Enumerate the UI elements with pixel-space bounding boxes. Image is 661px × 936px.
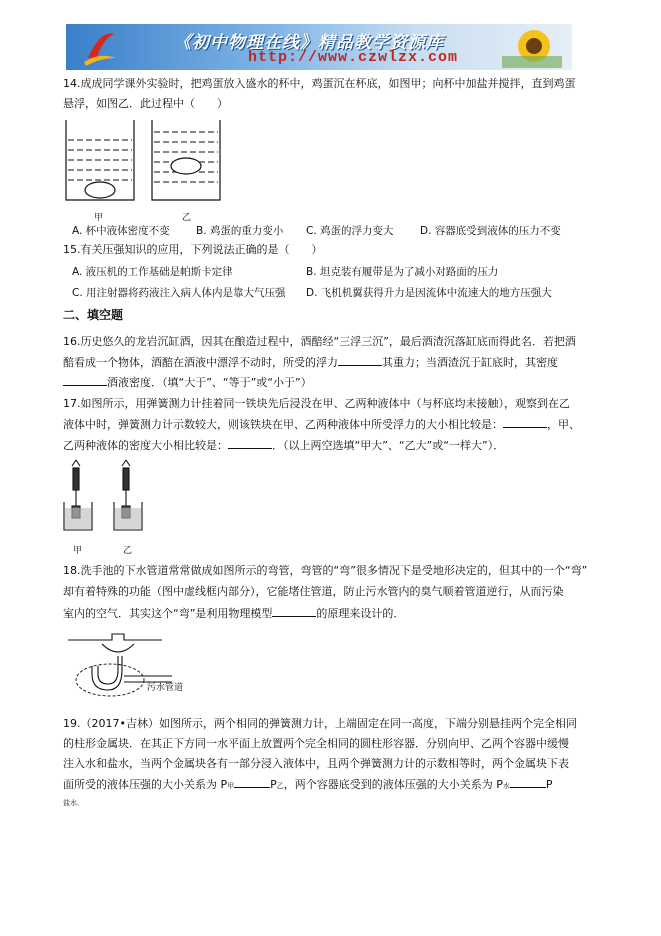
q14-fig-label-jia: 甲 <box>94 213 104 223</box>
q19-line3: 注入水和盐水，当两个金属块各有一部分浸入液体中，且两个弹簧测力计的示数相等时，两个金属块下表 <box>63 757 569 770</box>
q15-option-b: B. 坦克装有履带是为了减小对路面的压力 <box>306 266 499 278</box>
q14-option-a: A. 杯中液体密度不变 <box>72 225 170 237</box>
q19-sub-jia: 甲 <box>227 782 235 790</box>
q17-line2-part2: ，甲、 <box>547 418 580 431</box>
q14-line1: 14.成成同学课外实验时，把鸡蛋放入盛水的杯中，鸡蛋沉在杯底，如图甲；向杯中加盐并搅拌，直到鸡蛋 <box>63 77 576 90</box>
q18-line3-part1: 室内的空气．其实这个“弯”是利用物理模型 <box>63 607 273 620</box>
q16-line2-part1: 醅看成一个物体，酒醅在酒液中漂浮不动时，所受的浮力 <box>63 356 338 369</box>
q19-line4-part3: ，两个容器底受到的液体压强的大小关系为 P <box>283 778 503 791</box>
q14-fig-label-yi: 乙 <box>182 213 192 223</box>
q18-line2: 却有着特殊的功能（图中虚线框内部分），它能堵住管道，防止污水管内的臭气顺着管道逆行，从而污染 <box>63 585 564 598</box>
q16-line3 <box>63 374 312 391</box>
sink-drain-pipe-figure <box>62 630 212 702</box>
q15-line1: 15.有关压强知识的应用，下列说法正确的是（ ） <box>63 243 323 256</box>
q16-line2 <box>63 354 558 371</box>
q15-option-d: D. 飞机机翼获得升力是因流体中流速大的地方压强大 <box>306 287 552 299</box>
q19-line4 <box>63 776 553 794</box>
q15-option-a: A. 液压机的工作基础是帕斯卡定律 <box>72 266 233 278</box>
q16-line3-text: 酒液密度．（填“大于”、“等于”或“小于”） <box>107 376 312 389</box>
q18-line3 <box>63 605 404 622</box>
q16-line2-part2: 其重力；当酒渣沉于缸底时，其密度 <box>382 356 558 369</box>
q19-line2: 的柱形金属块．在其正下方同一水平面上放置两个完全相同的圆柱形容器．分别向甲、乙两个容器中缓慢 <box>63 737 569 750</box>
q19-blank-1[interactable] <box>234 776 270 788</box>
q17-line3-part1: 乙两种液体的密度大小相比较是： <box>63 439 228 452</box>
q17-blank-2[interactable] <box>228 437 272 449</box>
q19-line4-part4: P <box>545 778 553 791</box>
q17-line2 <box>63 416 580 433</box>
sunflower-icon <box>502 26 562 68</box>
q19-line5: 盐水． <box>63 799 84 807</box>
logo-icon <box>80 28 120 66</box>
header-banner <box>66 24 572 70</box>
q16-blank-2[interactable] <box>63 374 107 386</box>
q17-line3-part2: ．（以上两空选填“甲大”、“乙大”或“一样大”）． <box>272 439 505 452</box>
q19-line1: 19.（2017•吉林）如图所示，两个相同的弹簧测力计，上端固定在同一高度，下端分别悬挂两个完全相同 <box>63 717 577 730</box>
q17-line1: 17.如图所示，用弹簧测力计挂着同一铁块先后浸没在甲、乙两种液体中（与杯底均未接触），观察到在乙 <box>63 397 570 410</box>
q15-option-c: C. 用注射器将药液注入病人体内是靠大气压强 <box>72 287 286 299</box>
q19-sub-yi: 乙 <box>276 782 284 790</box>
q16-line1: 16.历史悠久的龙岩沉缸酒，因其在酿造过程中，酒醅经“三浮三沉”，最后酒渣沉落缸底而得此名．若把酒 <box>63 335 576 348</box>
q18-line3-part2: 的原理来设计的． <box>316 607 405 620</box>
q18-fig-label: 污水管道 <box>147 683 184 693</box>
q14-option-c: C. 鸡蛋的浮力变大 <box>306 225 394 237</box>
q17-fig-label-yi: 乙 <box>123 546 133 556</box>
banner-title: 《初中物理在线》精品教学资源库 <box>174 33 444 53</box>
spring-scale-beakers-figure <box>62 458 152 542</box>
q17-fig-label-jia: 甲 <box>73 546 83 556</box>
section-heading-fill-in: 二、填空题 <box>63 308 124 322</box>
q19-line4-part2: P <box>270 778 277 791</box>
q19-blank-2[interactable] <box>510 776 546 788</box>
q14-line2: 悬浮，如图乙．此过程中（ ） <box>63 97 228 110</box>
q18-blank-1[interactable] <box>272 605 316 617</box>
q14-option-d: D. 容器底受到液体的压力不变 <box>420 225 561 237</box>
q16-blank-1[interactable] <box>338 354 382 366</box>
q14-option-b: B. 鸡蛋的重力变小 <box>196 225 284 237</box>
banner-url[interactable]: http://www.czwlzx.com <box>248 49 459 66</box>
q18-line1: 18.洗手池的下水管道常常做成如图所示的弯管，弯管的“弯”很多情况下是受地形决定的，但其中的一个“弯” <box>63 564 588 577</box>
q17-blank-1[interactable] <box>503 416 547 428</box>
q17-line3 <box>63 437 504 454</box>
q19-line4-part1: 面所受的液体压强的大小关系为 P <box>63 778 228 791</box>
q19-sub-shui: 水 <box>502 782 510 790</box>
q17-line2-part1: 液体中时，弹簧测力计示数较大，则该铁块在甲、乙两种液体中所受浮力的大小相比较是： <box>63 418 503 431</box>
egg-beakers-figure <box>64 118 224 208</box>
